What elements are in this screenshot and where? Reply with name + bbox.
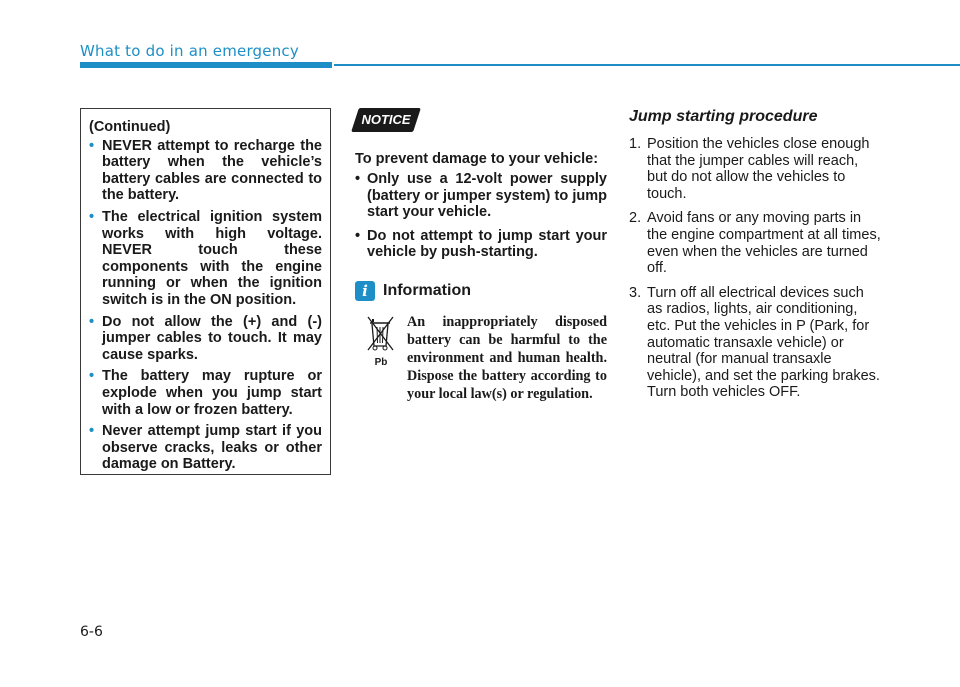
disposal-symbol <box>355 313 407 403</box>
step-text: Position the vehicles close enough that the jumper cables will reach, but do not allow the vehicles to touch. <box>647 136 870 202</box>
notice-badge <box>355 108 417 132</box>
step-number: 2. <box>629 210 642 227</box>
step-number: 1. <box>629 136 642 152</box>
bullet-icon: • <box>89 313 95 330</box>
page-number: 6-6 <box>80 624 103 640</box>
warning-item-text: Never attempt jump start if you observe cracks, leaks or other damage on Battery. <box>102 423 322 473</box>
bullet-icon: • <box>355 227 361 244</box>
notice-list <box>355 171 607 261</box>
info-icon: i <box>355 281 375 301</box>
notice-item-text: Do not attempt to jump start your vehicle by push-starting. <box>367 227 607 261</box>
warning-item <box>89 368 322 418</box>
notice-item <box>355 228 607 261</box>
bullet-icon: • <box>89 137 95 154</box>
warning-item-text: NEVER attempt to recharge the battery when the vehicle’s battery cables are connected to the battery. <box>102 137 322 204</box>
step-text: Avoid fans or any moving parts in the engine compartment at all times, even when the vehicles are turned off. <box>647 210 881 277</box>
step-number: 3. <box>629 284 642 301</box>
warning-list <box>89 138 322 473</box>
warning-item <box>89 209 322 309</box>
bullet-icon: • <box>89 368 95 385</box>
information-body <box>355 313 607 403</box>
warning-item-text: Do not allow the (+) and (-) jumper cables to touch. It may cause sparks. <box>102 313 322 363</box>
information-title: Information <box>383 281 471 299</box>
warning-continued-heading: (Continued) <box>89 119 171 135</box>
warning-item <box>89 314 322 364</box>
notice-item <box>355 171 607 221</box>
crossed-out-wheelie-bin-icon <box>366 313 396 353</box>
section-title: What to do in an emergency <box>80 42 299 60</box>
procedure-step <box>629 210 882 276</box>
procedure-steps <box>629 136 882 401</box>
notice-item-text: Only use a 12-volt power supply (battery or jumper system) to jump start your vehicle. <box>367 171 607 221</box>
procedure-step <box>629 136 882 202</box>
warning-item-text: The battery may rupture or explode when you jump start with a low or frozen battery. <box>102 368 322 418</box>
procedure-title: Jump starting procedure <box>629 108 818 125</box>
header-rule-thin <box>334 64 960 66</box>
notice-badge-label: NOTICE <box>361 112 411 127</box>
warning-item-text: The electrical ignition system works with high voltage. NEVER touch these components with the engine running or when the ignition switch is in the ON position. <box>102 208 322 308</box>
warning-item <box>89 423 322 473</box>
bullet-icon: • <box>89 423 95 440</box>
bullet-icon: • <box>355 171 361 187</box>
information-text: An inappropriately disposed battery can be harmful to the environment and human health. Dispose the battery according to your local law(s) or regulation. <box>407 313 607 402</box>
step-text: Turn off all electrical devices such as radios, lights, air conditioning, etc. Put the vehicles in P (Park, for automatic transaxle vehicle) or neutral (for manual transaxle vehicle), and set the parking brakes. Turn both vehicles OFF. <box>647 284 880 401</box>
information-header <box>355 281 607 301</box>
notice-lead: To prevent damage to your vehicle: <box>355 151 599 167</box>
bullet-icon: • <box>89 208 95 225</box>
warning-box <box>80 108 331 475</box>
procedure-step <box>629 285 882 401</box>
procedure-column <box>629 108 882 409</box>
header-rule-thick <box>80 62 332 68</box>
notice-column <box>355 108 607 403</box>
disposal-symbol-label: Pb <box>374 356 388 368</box>
warning-item <box>89 138 322 204</box>
